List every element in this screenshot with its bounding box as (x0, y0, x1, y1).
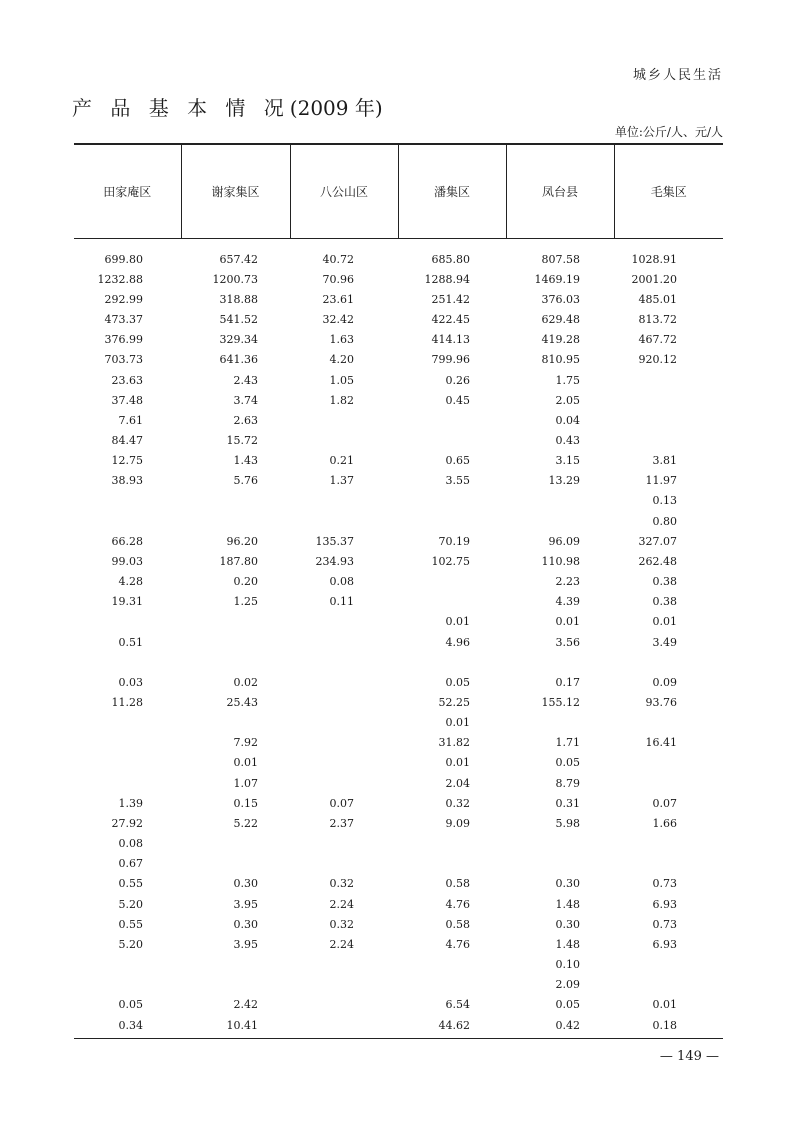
table-cell: 3.56 (555, 635, 580, 649)
table-cell: 251.42 (431, 292, 470, 306)
column-header: 凤台县 (506, 144, 614, 239)
table-cell: 0.10 (555, 958, 580, 972)
table-cell: 1.05 (329, 373, 354, 387)
table-cell: 0.26 (445, 373, 470, 387)
table-cell: 2.63 (233, 413, 258, 427)
table-row (74, 995, 723, 1015)
table-cell (74, 954, 181, 974)
table-row (74, 813, 723, 833)
table-row (74, 793, 723, 813)
table-cell: 0.01 (652, 998, 677, 1012)
table-cell (74, 975, 181, 995)
table-cell: 0.80 (652, 514, 677, 528)
table-cell: 70.19 (438, 534, 470, 548)
table-cell: 1.25 (233, 595, 258, 609)
table-row (74, 269, 723, 289)
table-cell: 135.37 (315, 534, 354, 548)
table-cell: 6.93 (652, 897, 677, 911)
table-cell: 0.73 (652, 917, 677, 931)
table-cell: 376.99 (104, 333, 143, 347)
data-table-container (74, 143, 723, 1035)
table-row (74, 370, 723, 390)
table-cell: 2.24 (329, 937, 354, 951)
table-cell: 3.15 (555, 454, 580, 468)
table-cell (506, 713, 614, 733)
table-cell: 0.32 (329, 877, 354, 891)
table-row (74, 350, 723, 370)
table-cell (506, 854, 614, 874)
table-cell: 31.82 (438, 736, 470, 750)
table-cell (398, 954, 506, 974)
table-row (74, 551, 723, 571)
table-cell: 1.39 (118, 796, 143, 810)
table-cell: 4.28 (118, 575, 143, 589)
table-cell: 0.30 (233, 877, 258, 891)
table-cell: 19.31 (111, 595, 143, 609)
table-cell (398, 592, 506, 612)
column-header: 毛集区 (614, 144, 723, 239)
table-cell (398, 854, 506, 874)
table-cell: 0.18 (652, 1018, 677, 1032)
table-cell (398, 975, 506, 995)
table-cell: 102.75 (431, 554, 470, 568)
table-cell: 0.01 (445, 716, 470, 730)
table-cell: 1.75 (555, 373, 580, 387)
column-header: 田家庵区 (74, 144, 181, 239)
table-cell: 1.48 (555, 937, 580, 951)
table-cell (290, 733, 398, 753)
table-cell: 1288.94 (424, 272, 470, 286)
table-cell: 0.32 (445, 796, 470, 810)
table-cell: 629.48 (541, 313, 580, 327)
table-cell: 11.97 (645, 474, 677, 488)
table-cell: 262.48 (638, 554, 677, 568)
table-row (74, 330, 723, 350)
table-cell: 0.67 (118, 857, 143, 871)
table-cell: 0.02 (233, 675, 258, 689)
table-cell: 1.43 (233, 454, 258, 468)
table-cell: 0.01 (233, 756, 258, 770)
table-cell: 0.51 (118, 635, 143, 649)
table-cell: 813.72 (638, 313, 677, 327)
table-cell: 0.55 (118, 917, 143, 931)
table-cell (181, 713, 290, 733)
table-cell (290, 834, 398, 854)
table-cell: 1.37 (329, 474, 354, 488)
table-cell (290, 753, 398, 773)
table-cell (290, 430, 398, 450)
table-cell: 15.72 (226, 433, 258, 447)
table-cell: 99.03 (111, 554, 143, 568)
table-cell (290, 713, 398, 733)
table-cell: 2.23 (555, 575, 580, 589)
table-cell: 0.01 (445, 615, 470, 629)
table-row (74, 692, 723, 712)
table-cell (74, 511, 181, 531)
table-row (74, 612, 723, 632)
table-cell (398, 410, 506, 430)
table-cell: 327.07 (638, 534, 677, 548)
table-cell: 0.73 (652, 877, 677, 891)
table-cell: 541.52 (219, 313, 258, 327)
table-cell: 485.01 (638, 292, 677, 306)
table-row (74, 491, 723, 511)
table-cell: 3.74 (233, 393, 258, 407)
table-cell: 96.09 (548, 534, 580, 548)
table-cell: 234.93 (315, 554, 354, 568)
table-cell: 23.61 (322, 292, 354, 306)
table-cell: 6.54 (445, 998, 470, 1012)
table-cell: 0.43 (555, 433, 580, 447)
table-row (74, 239, 723, 270)
table-cell: 0.05 (555, 756, 580, 770)
table-cell: 2.24 (329, 897, 354, 911)
table-cell: 93.76 (645, 696, 677, 710)
table-cell: 44.62 (438, 1018, 470, 1032)
table-cell (506, 652, 614, 672)
table-cell: 16.41 (645, 736, 677, 750)
table-cell: 1.82 (329, 393, 354, 407)
table-cell: 0.15 (233, 796, 258, 810)
table-cell: 7.61 (118, 413, 143, 427)
table-cell: 807.58 (541, 252, 580, 266)
table-cell: 685.80 (431, 252, 470, 266)
table-cell (290, 511, 398, 531)
table-cell: 0.55 (118, 877, 143, 891)
page-title-year: (2009 年) (289, 96, 383, 120)
table-cell: 0.31 (555, 796, 580, 810)
table-cell: 0.01 (652, 615, 677, 629)
table-cell (290, 632, 398, 652)
table-cell (74, 491, 181, 511)
page-number: — 149 — (659, 1049, 719, 1064)
table-cell: 3.55 (445, 474, 470, 488)
table-cell (398, 834, 506, 854)
table-cell (290, 995, 398, 1015)
table-cell (181, 854, 290, 874)
table-cell (181, 632, 290, 652)
table-cell: 70.96 (322, 272, 354, 286)
table-cell: 657.42 (219, 252, 258, 266)
table-cell (614, 954, 723, 974)
table-cell: 8.79 (555, 776, 580, 790)
table-cell: 0.58 (445, 917, 470, 931)
table-cell (181, 834, 290, 854)
table-cell: 187.80 (219, 554, 258, 568)
table-row (74, 934, 723, 954)
table-cell: 0.08 (118, 837, 143, 851)
table-cell (398, 511, 506, 531)
table-cell: 4.96 (445, 635, 470, 649)
table-row (74, 874, 723, 894)
table-cell: 25.43 (226, 696, 258, 710)
table-cell (506, 491, 614, 511)
table-cell (614, 773, 723, 793)
table-row (74, 733, 723, 753)
table-cell: 0.34 (118, 1018, 143, 1032)
table-cell: 155.12 (541, 696, 580, 710)
table-cell: 7.92 (233, 736, 258, 750)
page-title-text: 产 品 基 本 情 况 (72, 96, 290, 120)
table-cell: 703.73 (104, 353, 143, 367)
table-cell: 0.30 (233, 917, 258, 931)
table-cell: 473.37 (104, 313, 143, 327)
section-header: 城乡人民生活 (632, 68, 723, 83)
table-cell: 0.30 (555, 917, 580, 931)
table-cell: 419.28 (541, 333, 580, 347)
table-cell: 2.04 (445, 776, 470, 790)
table-cell: 0.38 (652, 595, 677, 609)
table-cell (181, 975, 290, 995)
table-cell: 6.93 (652, 937, 677, 951)
table-cell (614, 834, 723, 854)
table-row (74, 430, 723, 450)
table-cell: 4.39 (555, 595, 580, 609)
table-cell (506, 834, 614, 854)
table-cell (74, 612, 181, 632)
table-cell: 1.48 (555, 897, 580, 911)
table-cell: 0.32 (329, 917, 354, 931)
table-cell (614, 430, 723, 450)
table-row (74, 531, 723, 551)
table-cell: 9.09 (445, 816, 470, 830)
table-cell (290, 410, 398, 430)
table-cell: 5.22 (233, 816, 258, 830)
table-cell: 0.05 (445, 675, 470, 689)
table-cell (181, 612, 290, 632)
table-cell (290, 1015, 398, 1035)
table-cell: 0.11 (329, 595, 354, 609)
table-cell (614, 410, 723, 430)
table-cell (290, 692, 398, 712)
table-cell: 3.49 (652, 635, 677, 649)
table-row (74, 914, 723, 934)
table-cell: 0.07 (652, 796, 677, 810)
table-cell (181, 511, 290, 531)
table-cell: 5.20 (118, 897, 143, 911)
table-cell: 1469.19 (534, 272, 580, 286)
bottom-rule (74, 1038, 723, 1039)
table-row (74, 854, 723, 874)
table-cell (74, 733, 181, 753)
table-cell (290, 954, 398, 974)
table-cell: 2.09 (555, 978, 580, 992)
table-row (74, 410, 723, 430)
column-header: 谢家集区 (181, 144, 290, 239)
table-cell: 1.71 (555, 736, 580, 750)
table-cell (290, 612, 398, 632)
unit-note: 单位:公斤/人、元/人 (614, 125, 723, 139)
table-cell (290, 672, 398, 692)
table-cell (74, 753, 181, 773)
table-cell: 5.76 (233, 474, 258, 488)
table-row (74, 572, 723, 592)
table-cell: 0.05 (555, 998, 580, 1012)
table-cell: 1.66 (652, 816, 677, 830)
table-row (74, 652, 723, 672)
table-cell: 0.05 (118, 998, 143, 1012)
table-row (74, 511, 723, 531)
table-cell: 0.21 (329, 454, 354, 468)
table-cell: 2.43 (233, 373, 258, 387)
table-row (74, 289, 723, 309)
table-cell (398, 572, 506, 592)
table-cell: 0.45 (445, 393, 470, 407)
table-cell: 467.72 (638, 333, 677, 347)
table-cell (398, 652, 506, 672)
table-cell: 4.76 (445, 897, 470, 911)
table-cell: 0.01 (555, 615, 580, 629)
table-cell (614, 713, 723, 733)
table-cell: 5.20 (118, 937, 143, 951)
table-cell (74, 713, 181, 733)
table-header-row (74, 144, 723, 239)
table-cell: 13.29 (548, 474, 580, 488)
table-row (74, 975, 723, 995)
table-cell: 0.58 (445, 877, 470, 891)
table-cell: 0.01 (445, 756, 470, 770)
table-cell (290, 652, 398, 672)
table-row (74, 451, 723, 471)
table-cell (181, 954, 290, 974)
table-cell: 4.76 (445, 937, 470, 951)
table-cell: 1.07 (233, 776, 258, 790)
table-row (74, 954, 723, 974)
table-cell (398, 430, 506, 450)
table-cell (290, 975, 398, 995)
table-cell: 5.98 (555, 816, 580, 830)
table-cell: 23.63 (111, 373, 143, 387)
table-cell: 37.48 (111, 393, 143, 407)
table-cell (290, 491, 398, 511)
table-cell (74, 652, 181, 672)
table-row (74, 1015, 723, 1035)
table-cell: 11.28 (111, 696, 143, 710)
table-cell: 2.05 (555, 393, 580, 407)
table-cell: 32.42 (322, 313, 354, 327)
table-cell: 4.20 (329, 353, 354, 367)
table-cell: 0.65 (445, 454, 470, 468)
table-cell: 422.45 (431, 313, 470, 327)
table-cell: 329.34 (219, 333, 258, 347)
table-cell (290, 854, 398, 874)
table-cell: 38.93 (111, 474, 143, 488)
column-header: 潘集区 (398, 144, 506, 239)
table-row (74, 834, 723, 854)
table-cell: 2.37 (329, 816, 354, 830)
table-cell (614, 975, 723, 995)
table-cell: 96.20 (226, 534, 258, 548)
column-header: 八公山区 (290, 144, 398, 239)
table-cell: 66.28 (111, 534, 143, 548)
table-cell: 0.20 (233, 575, 258, 589)
table-cell: 0.08 (329, 575, 354, 589)
table-cell (614, 390, 723, 410)
table-cell: 641.36 (219, 353, 258, 367)
table-cell: 1.63 (329, 333, 354, 347)
table-cell: 376.03 (541, 292, 580, 306)
table-cell: 2001.20 (631, 272, 677, 286)
table-cell: 0.04 (555, 413, 580, 427)
table-cell: 0.09 (652, 675, 677, 689)
table-cell: 0.13 (652, 494, 677, 508)
table-row (74, 753, 723, 773)
table-cell: 27.92 (111, 816, 143, 830)
table-cell (614, 370, 723, 390)
table-cell: 3.95 (233, 897, 258, 911)
table-cell (398, 491, 506, 511)
table-cell: 2.42 (233, 998, 258, 1012)
table-row (74, 632, 723, 652)
table-row (74, 672, 723, 692)
table-cell: 3.95 (233, 937, 258, 951)
table-cell: 0.38 (652, 575, 677, 589)
table-cell: 10.41 (226, 1018, 258, 1032)
table-cell (181, 491, 290, 511)
table-cell: 1200.73 (212, 272, 258, 286)
table-cell: 84.47 (111, 433, 143, 447)
table-row (74, 471, 723, 491)
table-row (74, 390, 723, 410)
table-cell: 920.12 (638, 353, 677, 367)
table-cell: 1028.91 (631, 252, 677, 266)
table-cell: 799.96 (431, 353, 470, 367)
table-cell: 0.03 (118, 675, 143, 689)
table-cell (290, 773, 398, 793)
table-cell: 0.42 (555, 1018, 580, 1032)
table-row (74, 713, 723, 733)
table-cell (74, 773, 181, 793)
table-cell: 0.30 (555, 877, 580, 891)
table-cell: 3.81 (652, 454, 677, 468)
table-cell: 0.07 (329, 796, 354, 810)
table-cell: 52.25 (438, 696, 470, 710)
table-cell: 0.17 (555, 675, 580, 689)
table-row (74, 592, 723, 612)
table-cell (181, 652, 290, 672)
table-cell (614, 753, 723, 773)
table-cell: 318.88 (219, 292, 258, 306)
table-cell: 110.98 (541, 554, 580, 568)
data-table (74, 143, 723, 1035)
table-cell: 12.75 (111, 454, 143, 468)
table-cell (614, 854, 723, 874)
table-row (74, 773, 723, 793)
table-cell: 40.72 (322, 252, 354, 266)
page-title (72, 92, 383, 121)
table-row (74, 894, 723, 914)
table-cell: 699.80 (104, 252, 143, 266)
table-cell: 810.95 (541, 353, 580, 367)
table-cell: 414.13 (431, 333, 470, 347)
table-row (74, 309, 723, 329)
table-cell: 1232.88 (97, 272, 143, 286)
table-cell (614, 652, 723, 672)
table-cell: 292.99 (104, 292, 143, 306)
table-cell (506, 511, 614, 531)
